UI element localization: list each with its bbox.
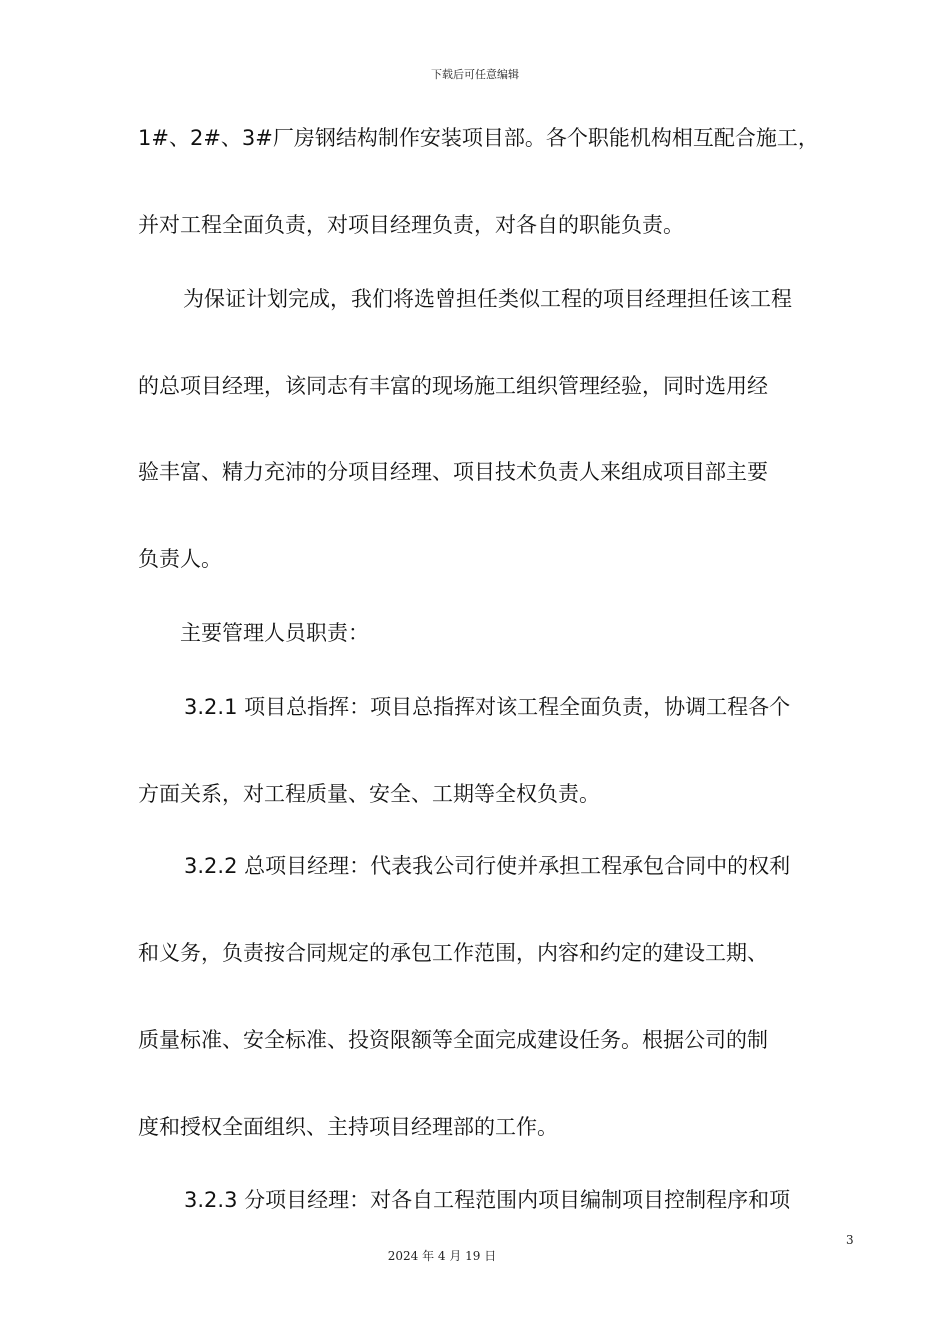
paragraph-line: 1#、2#、3#厂房钢结构制作安装项目部。各个职能机构相互配合施工，	[138, 126, 819, 150]
footer-date: 2024 年 4 月 19 日	[387, 1249, 497, 1263]
paragraph-line: 3.2.3 分项目经理：对各自工程范围内项目编制项目控制程序和项	[184, 1188, 791, 1212]
paragraph-line: 方面关系，对工程质量、安全、工期等全权负责。	[138, 782, 600, 806]
paragraph-line: 主要管理人员职责：	[180, 621, 369, 645]
paragraph-line: 为保证计划完成，我们将选曾担任类似工程的项目经理担任该工程	[183, 287, 792, 311]
paragraph-line: 和义务，负责按合同规定的承包工作范围，内容和约定的建设工期、	[138, 941, 768, 965]
header-note: 下载后可任意编辑	[431, 68, 519, 81]
paragraph-line: 3.2.1 项目总指挥：项目总指挥对该工程全面负责，协调工程各个	[184, 695, 791, 719]
paragraph-line: 验丰富、精力充沛的分项目经理、项目技术负责人来组成项目部主要	[138, 460, 768, 484]
paragraph-line: 度和授权全面组织、主持项目经理部的工作。	[138, 1115, 558, 1139]
paragraph-line: 3.2.2 总项目经理：代表我公司行使并承担工程承包合同中的权利	[184, 854, 791, 878]
paragraph-line: 并对工程全面负责，对项目经理负责，对各自的职能负责。	[138, 213, 684, 237]
paragraph-line: 质量标准、安全标准、投资限额等全面完成建设任务。根据公司的制	[138, 1028, 768, 1052]
paragraph-line: 负责人。	[138, 547, 222, 571]
page-number: 3	[846, 1233, 854, 1247]
paragraph-line: 的总项目经理，该同志有丰富的现场施工组织管理经验，同时选用经	[138, 374, 768, 398]
